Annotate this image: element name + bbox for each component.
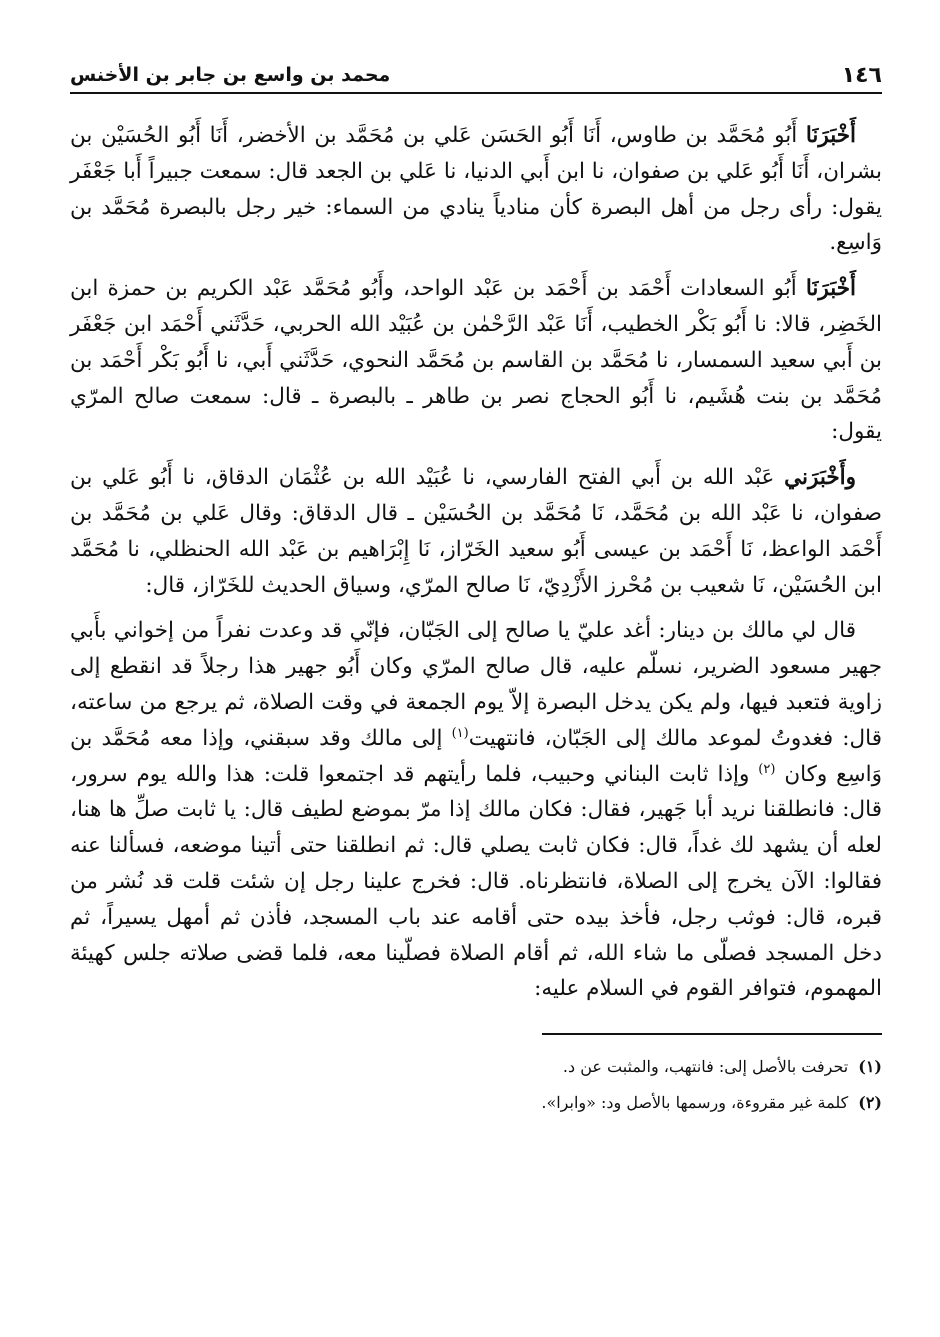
footnote-1 [70,1053,882,1081]
footnote-2 [70,1089,882,1117]
footnote-divider [542,1033,882,1035]
paragraph-lead: أَخْبَرَنَا [805,123,856,148]
page-number: ١٤٦ [841,63,882,88]
footnote-marker-2[interactable]: (٢) [758,761,776,777]
running-title: محمد بن واسع بن جابر بن الأخنس [70,64,391,86]
paragraph-2 [70,271,882,450]
book-page [70,52,882,1302]
footnote-text: كلمة غير مقروءة، ورسمها بالأصل ود: «وابرا». [541,1093,849,1113]
footnotes [70,1053,882,1117]
paragraph-text: أَبُو مُحَمَّد بن طاوس، أَنَا أَبُو الحَسَن عَلي بن مُحَمَّد بن الأخضر، أَنَا أَبُو الحُسَيْن بن بشران، أَنَا أَبُو عَلي بن صفوان، نا ابن أَبي الدنيا، نا عَلي بن الجعد قال: سمعت جبيراً أَبا جَعْفَر يقول: رأى رجل من أهل البصرة كأن منادياً ينادي من السماء: خير رجل بالبصرة مُحَمَّد بن وَاسِع. [70,123,882,256]
paragraph-lead: وأَخْبَرَني [784,465,856,491]
footnote-number: (٢) [858,1093,882,1113]
paragraph-3 [70,460,882,603]
paragraph-1 [70,118,882,261]
paragraph-text: إلى مالك وقد سبقني، وإذا معه مُحَمَّد بن وَاسِع وكان [70,725,882,787]
footnote-number: (١) [858,1057,882,1077]
paragraph-text: أَبُو السعادات أَحْمَد بن أَحْمَد بن عَبْد الواحد، وأَبُو مُحَمَّد عَبْد الكريم بن حمزة ابن الخَضِر، قالا: نا أَبُو بَكْر الخطيب، أَنَا عَبْد الرَّحْمٰن بن عُبَيْد الله الحربي، حَدَّثَني أَحْمَد ابن جَعْفَر بن أَبي سعيد السمسار، نا مُحَمَّد بن القاسم بن مُحَمَّد النحوي، حَدَّثَني أَبي، نا أَبُو بَكْر أَحْمَد بن مُحَمَّد بن بنت هُشَيم، نا أَبُو الحجاج نصر بن طاهر ـ بالبصرة ـ قال: سمعت صالح المرّي يقول: [70,276,882,445]
footnote-text: تحرفت بالأصل إلى: فانتهب، والمثبت عن د. [562,1057,849,1077]
page-header [70,52,882,94]
footnote-marker-1[interactable]: (١) [451,725,469,741]
paragraph-text: قال لي مالك بن دينار: أغد عليّ يا صالح إلى الجَبّان، فإنّي قد وعدت نفراً من إخواني بأَبي جهير مسعود الضرير، نسلّم عليه، قال صالح المرّي وكان أَبُو جهير هذا رجلاً قد انقطع إلى زاوية فتعبد فيها، ولم يكن يدخل البصرة إلاّ يوم الجمعة في وقت الصلاة، ثم يرجع من ساعته، قال: فغدوتُ لموعد مالك إلى الجَبّان، فانتهيت [70,618,883,751]
paragraph-lead: أَخْبَرَنَا [805,276,856,302]
paragraph-4 [70,613,882,1007]
main-text [70,118,882,1007]
paragraph-text: عَبْد الله بن أَبي الفتح الفارسي، نا عُبَيْد الله بن عُثْمَان الدقاق، نا أَبُو عَلي بن صفوان، نا عَبْد الله بن مُحَمَّد، نَا مُحَمَّد بن الحُسَيْن ـ قال الدقاق: وقال عَلي بن مُحَمَّد بن أَحْمَد الواعظ، نَا أَحْمَد بن عيسى أَبُو سعيد الخَرّاز، نَا إِبْرَاهيم بن عَبْد الله الحنظلي، نا مُحَمَّد ابن الحُسَيْن، نَا شعيب بن مُحْرز الأَزْدِيّ، نَا صالح المرّي، وسياق الحديث للخَرّاز، قال: [70,465,882,598]
paragraph-text: وإذا ثابت البناني وحبيب، فلما رأيتهم قد اجتمعوا قلت: هذا والله يوم سرور، قال: فانطلقنا نريد أبا جَهير، فقال: فكان مالك إذا مرّ بموضع لطيف قال: يا ثابت صلِّ ها هنا، لعله أن يشهد لك غداً، قال: فكان ثابت يصلي قال: ثم انطلقنا حتى أتينا موضعه، فسألنا عنه فقالوا: الآن يخرج إلى الصلاة، فانتظرناه. قال: فخرج علينا رجل إن شئت قلت قد نُشر من قبره، قال: فوثب رجل، فأخذ بيده حتى أقامه عند باب المسجد، فأذن ثم أمهل يسيراً، ثم دخل المسجد فصلّى ما شاء الله، ثم أقام الصلاة فصلّينا معه، فلما قضى صلاته جلس كهيئة المهموم، فتوافر القوم في السلام عليه: [70,761,882,1002]
